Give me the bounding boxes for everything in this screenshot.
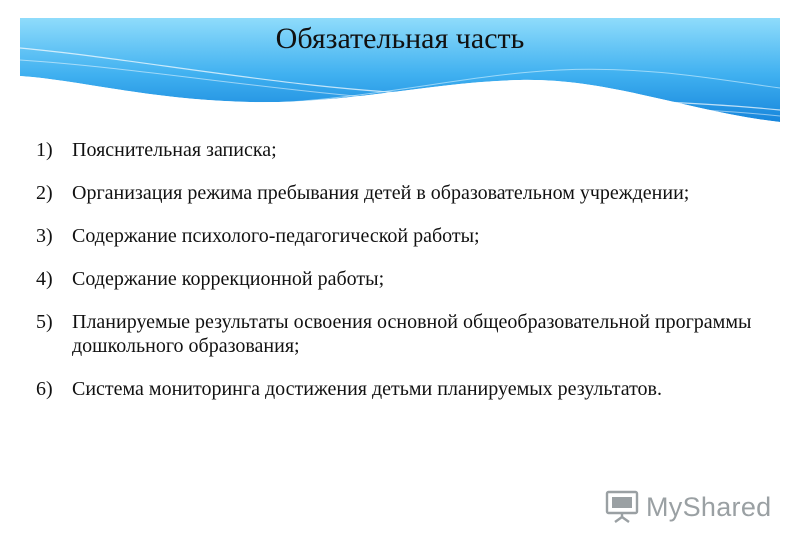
list-item-number: 3) [36, 225, 53, 247]
list-item-text: Содержание психолого-педагогической работы; [72, 225, 480, 247]
list-item [36, 310, 756, 358]
list-item-number: 4) [36, 268, 53, 290]
list-item-text: Система мониторинга достижения детьми планируемых результатов. [72, 378, 662, 400]
list-item [36, 138, 756, 162]
list-item-number: 1) [36, 139, 53, 161]
list-item [36, 267, 756, 291]
watermark-logo [604, 487, 771, 527]
presentation-board-icon [604, 489, 640, 525]
list-item-number: 2) [36, 182, 53, 204]
slide-title: Обязательная часть [275, 22, 525, 55]
list-item-number: 5) [36, 311, 53, 333]
list-item-number: 6) [36, 378, 53, 400]
header-banner [0, 0, 800, 130]
list-item [36, 224, 756, 248]
list-item [36, 377, 756, 401]
list-item-text: Планируемые результаты освоения основной общеобразовательной программы дошкольного образования; [72, 311, 752, 357]
list-item [36, 181, 756, 205]
list-item-text: Содержание коррекционной работы; [72, 268, 385, 290]
list-item-text: Пояснительная записка; [72, 139, 277, 161]
header-wave-graphic [0, 0, 800, 130]
list-item-text: Организация режима пребывания детей в образовательном учреждении; [72, 182, 690, 204]
watermark-brand-text: MyShared [646, 491, 772, 522]
content-list [36, 138, 756, 420]
